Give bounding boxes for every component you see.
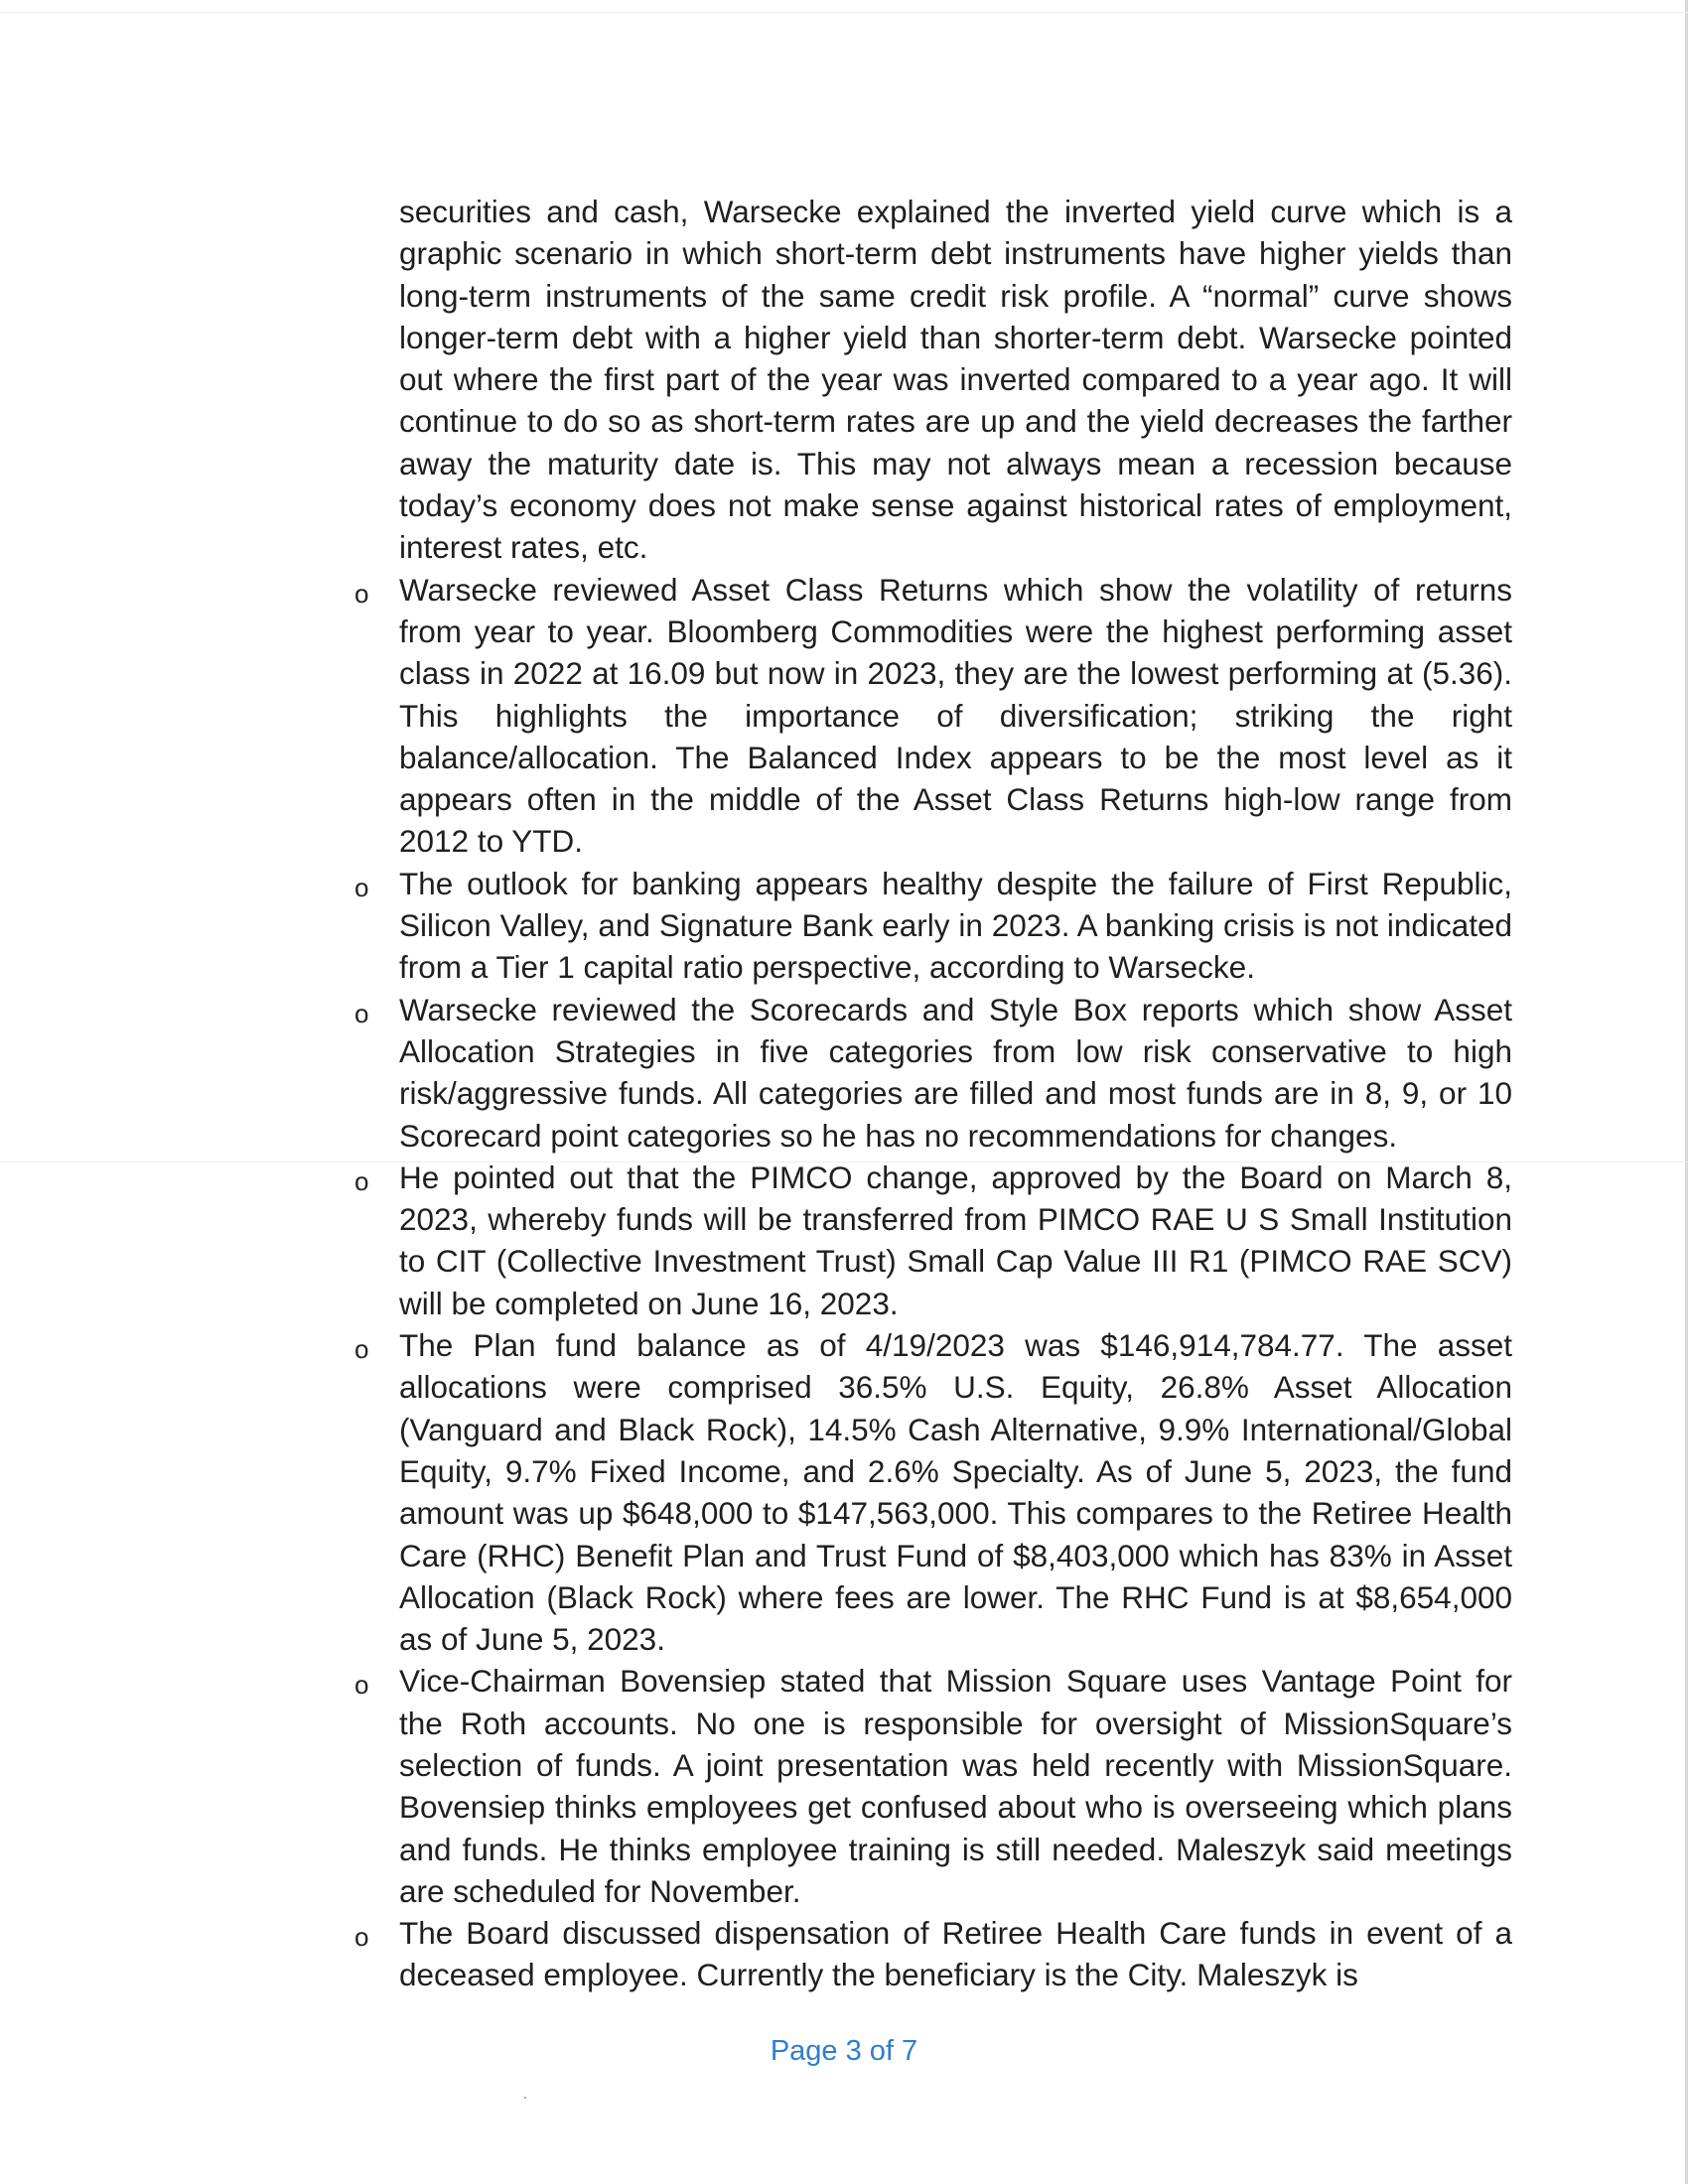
paragraph-yield-curve <box>354 191 1512 569</box>
bullet-marker: o <box>354 1165 369 1196</box>
bullet-text: Vice-Chairman Bovensiep stated that Mission Square uses Vantage Point for the Roth accounts. No one is responsible for oversight of MissionSquare’s selection of funds. A joint presentation was held recently with MissionSquare. Bovensiep thinks employees get confused about who is overseeing which plans and funds. He thinks employee training is still needed. Maleszyk said meetings are scheduled for November. <box>399 1663 1512 1909</box>
bullet-item-retiree-health-care <box>354 1912 1512 1996</box>
bullet-item-pimco-change <box>354 1157 1512 1324</box>
bullet-text: The Plan fund balance as of 4/19/2023 was $146,914,784.77. The asset allocations were comprised 36.5% U.S. Equity, 26.8% Asset Allocation (Vanguard and Black Rock), 14.5% Cash Alternative, 9.9% International/Global Equity, 9.7% Fixed Income, and 2.6% Specialty. As of June 5, 2023, the fund amount was up $648,000 to $147,563,000. This compares to the Retiree Health Care (RHC) Benefit Plan and Trust Fund of $8,403,000 which has 83% in Asset Allocation (Black Rock) where fees are lower. The RHC Fund is at $8,654,000 as of June 5, 2023. <box>399 1327 1512 1658</box>
bullet-text: The outlook for banking appears healthy despite the failure of First Republic, Silicon Valley, and Signature Bank early in 2023. A banking crisis is not indicated from a Tier 1 capital ratio perspective, according to Warsecke. <box>399 865 1512 986</box>
paragraph-text: securities and cash, Warsecke explained the inverted yield curve which is a graphic scenario in which short-term debt instruments have higher yields than long-term instruments of the same credit risk profile. A “normal” curve shows longer-term debt with a higher yield than shorter-term debt. Warsecke pointed out where the first part of the year was inverted compared to a year ago. It will continue to do so as short-term rates are up and the yield decreases the farther away the maturity date is. This may not always mean a recession because today’s economy does not make sense against historical rates of employment, interest rates, etc. <box>399 194 1512 566</box>
bullet-marker: o <box>354 872 369 902</box>
bullet-marker: o <box>354 1922 369 1953</box>
bullet-item-roth-accounts <box>354 1660 1512 1912</box>
bullet-text: Warsecke reviewed the Scorecards and Style Box reports which show Asset Allocation Strategies in five categories from low risk conservative to high risk/aggressive funds. All categories are filled and most funds are in 8, 9, or 10 Scorecard point categories so he has no recommendations for changes. <box>399 991 1512 1154</box>
scan-speck <box>524 2097 526 2099</box>
bullet-marker: o <box>354 1670 369 1701</box>
bullet-marker: o <box>354 998 369 1028</box>
document-body <box>354 191 1512 1996</box>
bullet-item-plan-fund-balance <box>354 1324 1512 1660</box>
bullet-text: Warsecke reviewed Asset Class Returns which show the volatility of returns from year to year. Bloomberg Commodities were the highest performing asset class in 2022 at 16.09 but now in 2023, they are the lowest performing at (5.36). This highlights the importance of diversification; striking the right balance/allocation. The Balanced Index appears to be the most level as it appears often in the middle of the Asset Class Returns high-low range from 2012 to YTD. <box>399 571 1512 860</box>
page-number: Page 3 of 7 <box>770 2035 918 2067</box>
bullet-text: The Board discussed dispensation of Retiree Health Care funds in event of a deceased employee. Currently the beneficiary is the City. Maleszyk is <box>399 1915 1512 1993</box>
bullet-item-asset-class-returns <box>354 569 1512 863</box>
scan-line-top <box>0 12 1688 13</box>
bullet-item-scorecards <box>354 989 1512 1157</box>
bullet-text: He pointed out that the PIMCO change, approved by the Board on March 8, 2023, whereby funds will be transferred from PIMCO RAE U S Small Institution to CIT (Collective Investment Trust) Small Cap Value III R1 (PIMCO RAE SCV) will be completed on June 16, 2023. <box>399 1159 1512 1321</box>
bullet-marker: o <box>354 1334 369 1365</box>
bullet-marker: o <box>354 578 369 609</box>
bullet-item-banking-outlook <box>354 863 1512 989</box>
